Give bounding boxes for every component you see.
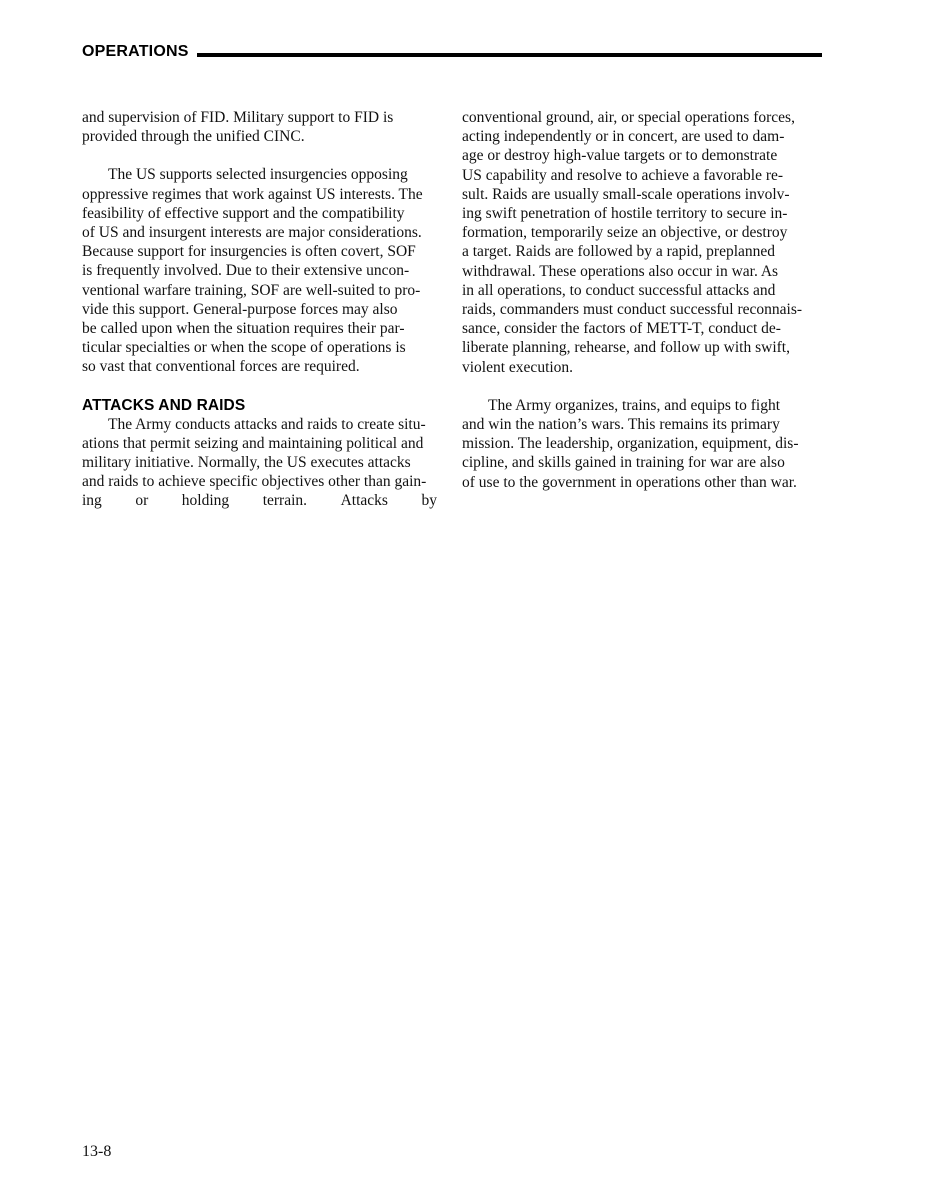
text-line: formation, temporarily seize an objective, or destroy <box>462 224 788 242</box>
text-line: feasibility of effective support and the compatibility <box>82 204 405 222</box>
spread-word: ing <box>82 492 102 510</box>
paragraph-army-mission <box>462 396 817 492</box>
running-head-title: OPERATIONS <box>82 43 189 60</box>
text-line: conventional ground, air, or special operations forces, <box>462 109 795 126</box>
text-line: sance, consider the factors of METT-T, conduct de- <box>462 320 781 338</box>
text-line: a target. Raids are followed by a rapid, preplanned <box>462 243 776 261</box>
spread-word: holding <box>181 492 230 510</box>
spread-word: by <box>421 492 437 510</box>
text-line: mission. The leadership, organization, equipment, dis- <box>462 435 799 453</box>
running-head-rule <box>197 53 822 57</box>
text-line: of use to the government in operations other than war. <box>462 473 797 491</box>
justified-spread-line <box>82 491 437 510</box>
text-line: military initiative. Normally, the US executes attacks <box>82 454 411 472</box>
text-line: acting independently or in concert, are used to dam- <box>462 128 785 146</box>
text-line: liberate planning, rehearse, and follow up with swift, <box>462 339 790 357</box>
paragraph-insurgencies <box>82 165 437 376</box>
text-line: ations that permit seizing and maintaining political and <box>82 434 424 452</box>
text-line: The US supports selected insurgencies opposing <box>108 166 408 184</box>
left-column <box>82 108 437 511</box>
text-line: vide this support. General-purpose forces may also <box>82 300 398 318</box>
text-line: be called upon when the situation requires their par- <box>82 320 405 338</box>
text-line: sult. Raids are usually small-scale operations involv- <box>462 185 790 203</box>
text-line: ing swift penetration of hostile territory to secure in- <box>462 205 788 223</box>
text-line: withdrawal. These operations also occur in war. As <box>462 262 779 280</box>
text-line: of US and insurgent interests are major considerations. <box>82 224 422 242</box>
text-line: Because support for insurgencies is often covert, SOF <box>82 243 416 261</box>
text-line: provided through the unified CINC. <box>82 128 305 146</box>
text-line: cipline, and skills gained in training for war are also <box>462 454 785 472</box>
text-line: The Army organizes, trains, and equips to fight <box>488 396 781 414</box>
text-line: is frequently involved. Due to their extensive uncon- <box>82 262 410 280</box>
paragraph-attacks-and-raids <box>82 415 437 492</box>
right-column <box>462 108 817 492</box>
section-heading-attacks-and-raids: ATTACKS AND RAIDS <box>82 396 246 414</box>
text-line: so vast that conventional forces are required. <box>82 358 360 376</box>
text-line: and win the nation’s wars. This remains its primary <box>462 416 780 434</box>
text-line: The Army conducts attacks and raids to create situ- <box>108 415 426 433</box>
spread-word: terrain. <box>262 492 308 510</box>
paragraph-fid-support <box>82 108 437 146</box>
paragraph-attacks-continued <box>462 108 817 377</box>
text-line: oppressive regimes that work against US interests. The <box>82 185 423 203</box>
spread-word: Attacks <box>340 492 388 510</box>
spread-word: or <box>135 492 149 510</box>
text-line: in all operations, to conduct successful attacks and <box>462 281 776 299</box>
text-line: raids, commanders must conduct successful reconnais- <box>462 301 803 319</box>
running-head <box>82 40 822 64</box>
text-line: and raids to achieve specific objectives other than gain- <box>82 473 427 491</box>
text-line: ventional warfare training, SOF are well-suited to pro- <box>82 281 421 299</box>
page-number: 13-8 <box>82 1143 112 1160</box>
text-line: US capability and resolve to achieve a favorable re- <box>462 166 784 184</box>
text-line: violent execution. <box>462 358 574 376</box>
text-line: and supervision of FID. Military support to FID is <box>82 109 394 126</box>
text-line: ticular specialties or when the scope of operations is <box>82 339 406 357</box>
text-line: age or destroy high-value targets or to demonstrate <box>462 147 778 165</box>
